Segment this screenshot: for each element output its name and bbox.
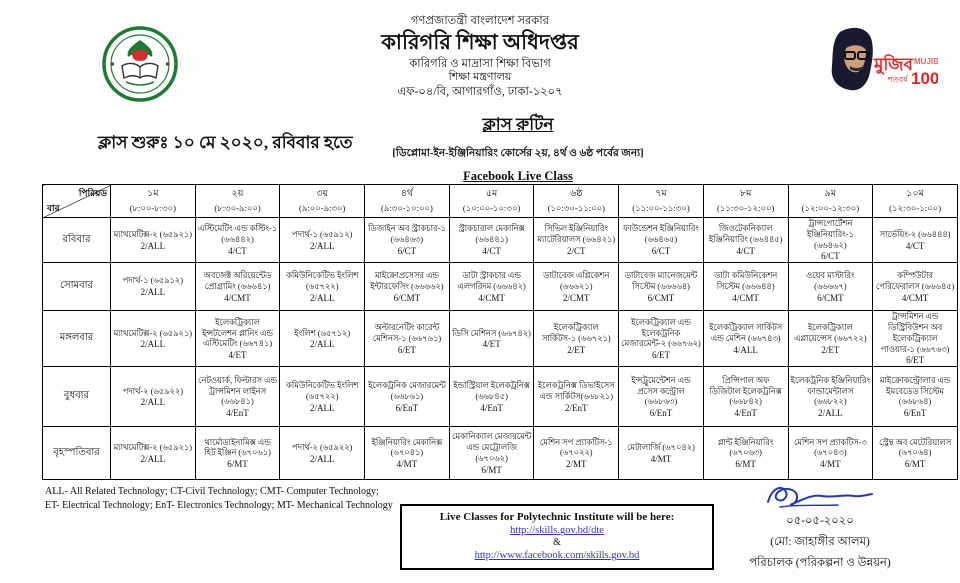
period-time: (৮:৩০-৯:০০) (214, 202, 261, 213)
class-cell (873, 218, 958, 263)
class-cell (111, 311, 196, 367)
period-name: ১০ম (906, 188, 924, 199)
day-row (43, 427, 958, 480)
period-header-cell (195, 185, 280, 218)
semester-group: 6/CT (651, 245, 671, 256)
subject-name: মাইক্রোপ্রসেসর এন্ড ইন্টারফেসিং (৬৬৬৬২) (370, 271, 444, 291)
svg-text:MUJIB: MUJIB (914, 57, 938, 66)
subject-name: ডাটা স্ট্রাকচার এন্ড এলগরিদম (৬৬৬৪২) (457, 271, 526, 291)
class-cell (534, 218, 619, 263)
period-time: (১০:৩০-১১:০০) (547, 202, 605, 213)
semester-group: 4/CMT (224, 292, 251, 303)
semester-group: 2/ALL (818, 408, 843, 419)
svg-text:শতবর্ষ: শতবর্ষ (888, 75, 908, 84)
class-cell (534, 263, 619, 311)
subject-name: পদার্থ-১ (৬৫৯১২) (122, 276, 184, 286)
class-cell (873, 263, 958, 311)
subject-name: ট্রান্সপোর্টেশন ইঞ্জিনিয়ারিং-১ (৬৬৪৬২) (806, 219, 854, 250)
subject-name: ইংলিশ (৬৫৭১২) (294, 328, 351, 338)
semester-group: 2/ALL (309, 339, 335, 350)
semester-group: 6/EnT (395, 402, 419, 413)
day-label: রবিবার (43, 218, 111, 263)
ampersand-separator: & (553, 537, 561, 549)
subject-name: কম্পিউটার পেরিফেরালস (৬৬৬৪৫) (875, 271, 955, 291)
semester-group: 2/CMT (563, 292, 590, 303)
class-cell (619, 263, 704, 311)
subject-name: ডাটাবেজ ম্যানেজমেন্ট সিস্টেম (৬৬৬৬৪) (624, 271, 698, 291)
signature-block (715, 480, 925, 573)
period-name: ৩য় (316, 188, 329, 199)
semester-group: 2/ALL (140, 287, 166, 298)
period-name: ৮ম (739, 188, 752, 199)
class-cell (280, 427, 365, 480)
subject-name: প্রিন্সিপাল অফ ডিজিটাল ইলেকট্রনিক্স (৬৬৮৪২) (709, 375, 782, 407)
class-cell (365, 427, 450, 480)
semester-group: 4/EnT (226, 408, 249, 419)
subject-name: ফাউন্ডেশন ইঞ্জিনিয়ারিং (৬৬৪৬৫) (623, 224, 699, 245)
subject-name: মেটালার্জি (৬৭০৪২) (627, 443, 695, 453)
class-cell (873, 427, 958, 480)
subject-name: সার্ভেয়িং-২ (৬৬৪৪৪) (879, 229, 951, 239)
signature-icon (760, 480, 880, 512)
subject-name: ইঞ্জিনিয়ারিং মেকানিক্স (৬৭০৪১) (371, 437, 443, 458)
class-cell (788, 427, 873, 480)
subject-name: মেকানিক্যাল মেজারমেন্ট এন্ড মেট্রোলজি (৬৭০৬২) (451, 432, 532, 463)
class-cell (788, 263, 873, 311)
day-row (43, 367, 958, 427)
semester-group: 2/ALL (140, 240, 166, 251)
class-cell (873, 367, 958, 427)
class-cell (365, 263, 450, 311)
class-cell (703, 263, 788, 311)
corner-day-label: বার (47, 203, 60, 213)
period-time: (১১:৩০-১২:০০) (716, 202, 775, 213)
skills-portal-link[interactable]: http://skills.gov.bd/dte (510, 525, 604, 537)
day-label: সোমবার (43, 263, 111, 311)
semester-group: 6/CT (821, 251, 840, 262)
subject-name: ডাটাবেজ এপ্লিকেশন (৬৬৬২১) (543, 271, 610, 291)
day-label: বুধবার (43, 367, 111, 427)
subject-name: ইলেকট্রিক্যাল সার্কিটস-১ (৬৬৭২১) (541, 323, 611, 343)
address-line: এফ-০৪/বি, আগারগাঁও, ঢাকা-১২০৭ (397, 85, 563, 98)
subject-name: স্ট্রাকচারাল মেকানিক্স (৬৬৪৪১) (458, 224, 525, 245)
subject-name: জিওটেকনিক্যাল ইঞ্জিনিয়ারিং (৬৬৪৪৫) (708, 224, 783, 245)
ministry-line: শিক্ষা মন্ত্রণালয় (448, 71, 512, 83)
department-line: কারিগরি ও মাদ্রাসা শিক্ষা বিভাগ (409, 57, 551, 70)
period-name: ৪র্থ (400, 188, 414, 199)
class-cell (449, 367, 534, 427)
semester-group: 6/CMT (393, 292, 421, 303)
class-cell (280, 263, 365, 311)
class-cell (619, 311, 704, 367)
semester-group: 4/MT (820, 459, 841, 470)
period-time: (১১:০০-১১:৩০) (632, 202, 690, 213)
period-time: (৮:০০-৮:৩০) (129, 202, 177, 213)
subject-name: ইন্ডাস্ট্রিয়াল ইলেকট্রনিক্স (৬৬৮৪৫) (453, 381, 530, 401)
subject-name: ইলেকট্রিক্যাল এন্ড ইলেকট্রনিক মেজারমেন্ট-২ (৬৬৭৬২) (621, 317, 701, 349)
semester-group: 6/MT (481, 464, 502, 475)
period-header-row (43, 185, 958, 218)
class-cell (873, 311, 958, 367)
organization-name: কারিগরি শিক্ষা অধিদপ্তর (381, 30, 579, 55)
subject-name: পদার্থ-২ (৬৫৯২২) (122, 386, 184, 396)
period-time: (১২:৩০-১:০০) (889, 202, 942, 213)
corner-cell (43, 185, 111, 218)
class-cell (619, 367, 704, 427)
subject-name: ইলেকট্রিক্যাল ইন্সটলেশন প্লানিং এন্ড এস্টিমেটিং (৬৬৭৪১) (202, 317, 273, 349)
subject-name: সিভিল ইঞ্জিনিয়ারিং ম্যাটেরিয়ালস (৬৬৪২১) (537, 224, 616, 245)
class-cell (619, 427, 704, 480)
class-cell (111, 367, 196, 427)
subject-name: থার্মোডাইনামিক্স এন্ড হিট ইঞ্জিন (৬৭০৬১) (204, 437, 271, 458)
semester-group: 2/EnT (565, 402, 588, 413)
subject-name: ডিজাইন অব স্ট্রাকচার-১ (৬৬৪৬৩) (368, 224, 446, 245)
technology-legend (45, 485, 393, 512)
period-header-cell (703, 185, 788, 218)
semester-group: 6/MT (735, 459, 756, 470)
period-name: ৭ম (655, 188, 667, 199)
subject-name: ইন্সট্রুমেন্টেশন এন্ড প্রসেস কন্ট্রোল (৬৬৮৬৩) (631, 375, 691, 407)
semester-group: 4/CT (736, 245, 755, 256)
facebook-page-link[interactable]: http://www.facebook.com/skills.gov.bd (474, 550, 640, 562)
semester-group: 4/EnT (480, 402, 503, 413)
period-header-cell (449, 185, 534, 218)
subject-name: ডাটা কমিউনিকেশন সিস্টেম (৬৬৬৪৪) (714, 271, 778, 291)
course-scope-subtitle: [ডিপ্লোমা-ইন-ইঞ্জিনিয়ারিং কোর্সের ২য়, ৪র্থ ও ৬ষ্ঠ পর্বের জন্য] (392, 148, 644, 159)
page-title: ক্লাস রুটিন (482, 115, 554, 134)
subject-name: ওয়েব মাস্টারিং (৬৬৬৬৭) (806, 271, 855, 291)
class-cell (195, 427, 280, 480)
semester-group: 2/ALL (140, 339, 166, 350)
semester-group: 4/CT (228, 245, 247, 256)
government-line: গণপ্রজাতন্ত্রী বাংলাদেশ সরকার (410, 15, 550, 27)
subject-name: অল্টারনেটিং কারেন্ট মেশিনস-১ (৬৬৭৬১) (372, 323, 442, 343)
class-cell (534, 367, 619, 427)
period-name: ৯ম (824, 188, 837, 199)
class-cell (280, 367, 365, 427)
class-cell (703, 427, 788, 480)
dte-emblem-icon (102, 26, 178, 102)
semester-group: 2/ALL (309, 402, 335, 413)
subject-name: ডিসি মেশিনস (৬৬৭৪২) (452, 328, 531, 338)
routine-table (42, 184, 958, 480)
class-cell (280, 218, 365, 263)
subject-name: পদার্থ-১ (৬৫৯১২) (291, 229, 353, 239)
subject-name: ইলেকট্রিক্যাল সার্কিটস এন্ড মেশিন (৬৬৭৪৩) (709, 323, 783, 343)
day-label: মঙ্গলবার (43, 311, 111, 367)
class-cell (449, 218, 534, 263)
period-name: ২য় (231, 188, 244, 199)
svg-text:100: 100 (911, 69, 938, 88)
period-header-cell (619, 185, 704, 218)
semester-group: 4/ET (228, 350, 247, 361)
semester-group: 4/CMT (478, 292, 505, 303)
class-start-note: ক্লাস শুরুঃ ১০ মে ২০২০, রবিবার হতে (98, 133, 353, 152)
subject-name: ট্রান্সমিশন এন্ড ডিস্ট্রিবিউশন অব ইলেকট্রিক্যাল পাওয়ার-১ (৬৬৭৬৩) (880, 312, 950, 354)
subject-name: ইলেকট্রিক্যাল এপ্লায়েন্সেস (৬৬৭২২) (794, 323, 867, 343)
mujib-portrait-icon (826, 22, 938, 106)
class-cell (111, 218, 196, 263)
legend-line-1: ALL- All Related Technology; CT-Civil Technology; CMT- Computer Technology; (45, 486, 379, 498)
class-cell (195, 311, 280, 367)
signatory-title: পরিচালক (পরিকল্পনা ও উন্নয়ন) (749, 557, 891, 570)
semester-group: 4/EnT (734, 408, 757, 419)
semester-group: 4/CMT (901, 292, 929, 303)
live-classes-box (400, 504, 714, 570)
class-cell (111, 263, 196, 311)
class-cell (619, 218, 704, 263)
class-cell (195, 218, 280, 263)
semester-group: 6/ET (651, 350, 670, 361)
subject-name: ম্যাথমেটিক্স-২ (৬৫৯২১) (113, 443, 193, 453)
semester-group: 2/ALL (140, 397, 166, 408)
class-cell (449, 263, 534, 311)
period-name: ৫ম (485, 188, 498, 199)
title-band (0, 112, 960, 184)
subject-name: পদার্থ-২ (৬৫৯২২) (291, 443, 353, 453)
class-cell (534, 311, 619, 367)
class-cell (195, 263, 280, 311)
day-label: বৃহস্পতিবার (43, 427, 111, 480)
semester-group: 6/ET (397, 344, 416, 355)
period-header-cell (788, 185, 873, 218)
subject-name: কমিউনিকেটিভ ইংলিশ (৬৫৭২২) (286, 271, 359, 291)
class-cell (111, 427, 196, 480)
subject-name: ইলেকট্রনিক মেজারমেন্ট (৬৬৮৬১) (368, 381, 446, 401)
semester-group: 4/ET (482, 339, 501, 350)
subject-name: মেশিন সপ প্র্যাকটিস-১ (৬৭০২২) (539, 437, 613, 458)
period-name: ১ম (147, 188, 159, 199)
period-header-cell (534, 185, 619, 218)
semester-group: 4/CT (905, 240, 925, 251)
semester-group: 4/CMT (732, 292, 759, 303)
class-cell (788, 367, 873, 427)
semester-group: 6/MT (227, 459, 248, 470)
subject-name: ম্যাথমেটিক্স-২ (৬৫৯২১) (113, 328, 193, 338)
class-cell (449, 427, 534, 480)
signature-date: ০৫-০৫-২০২০ (786, 515, 854, 528)
subject-name: কমিউনিকেটিভ ইংলিশ (৬৫৭২২) (286, 381, 359, 401)
dte-emblem-logo (102, 26, 178, 102)
legend-line-2: ET- Electrical Technology; EnT- Electronics Technology; MT- Mechanical Technology (45, 499, 393, 511)
class-cell (703, 367, 788, 427)
semester-group: 2/ALL (309, 240, 335, 251)
period-header-cell (111, 185, 196, 218)
document-footer (0, 480, 960, 583)
class-cell (703, 218, 788, 263)
live-box-title: Live Classes for Polytechnic Institute will be here: (439, 511, 675, 524)
class-cell (449, 311, 534, 367)
class-cell (365, 367, 450, 427)
class-cell (280, 311, 365, 367)
class-cell (788, 218, 873, 263)
org-header-block (270, 14, 690, 99)
semester-group: 6/EnT (903, 408, 927, 419)
subject-name: নেটওয়ার্ক, ফিল্টারস এন্ড ট্রান্সমিশন লাইনস (৬৬৮৪১) (198, 375, 278, 407)
period-name: ৬ষ্ঠ (570, 188, 583, 199)
platform-label: Facebook Live Class (463, 169, 573, 183)
title-stack (308, 112, 728, 184)
subject-name: এস্টিমেটিং এন্ড কস্টিং-১ (৬৬৪৪২) (197, 224, 278, 245)
day-row (43, 218, 958, 263)
class-cell (788, 311, 873, 367)
semester-group: 6/CMT (817, 292, 844, 303)
semester-group: 2/ALL (309, 453, 335, 464)
semester-group: 2/ALL (309, 292, 335, 303)
period-header-cell (365, 185, 450, 218)
subject-name: মাইক্রোকন্ট্রোলার এন্ড ইমবেডেড সিস্টেম (৬৬৮৬৪) (879, 375, 951, 407)
semester-group: 2/MT (566, 459, 587, 470)
period-header-cell (873, 185, 958, 218)
class-cell (365, 311, 450, 367)
semester-group: 6/MT (904, 459, 926, 470)
class-cell (365, 218, 450, 263)
semester-group: 6/EnT (649, 408, 673, 419)
document-header (0, 0, 960, 112)
semester-group: 4/ALL (733, 344, 758, 355)
subject-name: ইলেকট্রনিক ইঞ্জিনিয়ারিং ফান্ডামেন্টালস (৬৬৮২২) (790, 375, 871, 407)
class-cell (534, 427, 619, 480)
semester-group: 2/CT (567, 245, 586, 256)
period-time: (৯:৩০-১০:০০) (380, 202, 433, 213)
semester-group: 4/MT (396, 459, 418, 470)
period-time: (১২:০০-১২:৩০) (801, 202, 860, 213)
period-time: (৯:০০-৯:৩০) (299, 202, 346, 213)
corner-period-label: পিরিয়ড (78, 188, 107, 198)
semester-group: 2/ET (821, 344, 840, 355)
class-cell (195, 367, 280, 427)
semester-group: 2/ET (567, 344, 586, 355)
semester-group: 4/CT (482, 245, 501, 256)
svg-text:মুজিব: মুজিব (874, 55, 913, 74)
semester-group: 6/ET (906, 355, 925, 366)
semester-group: 2/ALL (140, 453, 166, 464)
semester-group: 4/MT (650, 453, 672, 464)
signatory-name: (মো: জাহাঙ্গীর আলম) (770, 536, 870, 549)
subject-name: মেশিন সপ প্র্যাকটিস-৩ (৬৭০৪৩) (793, 437, 867, 458)
subject-name: ম্যাথমেটিক্স-২ (৬৫৯২১) (113, 229, 193, 239)
subject-name: ইলেকট্রনিক্স ডিভাইসেস এন্ড সার্কিটস(৬৬৮২১) (537, 381, 615, 401)
routine-body (43, 218, 958, 480)
mujib-100-logo (826, 22, 938, 106)
subject-name: অবজেক্ট অরিয়েন্টেড প্রোগ্রামিং (৬৬৬৪১) (203, 271, 272, 291)
period-time: (১০:০০-১০:৩০) (462, 202, 521, 213)
subject-name: স্ট্রেন্থ অব মেটেরিয়ালস (৬৭০৬৪) (878, 437, 952, 458)
subject-name: প্লান্ট ইঞ্জিনিয়ারিং (৬৭০৬৩) (717, 437, 774, 458)
period-header-cell (280, 185, 365, 218)
day-row (43, 311, 958, 367)
semester-group: 6/CT (397, 245, 417, 256)
class-cell (703, 311, 788, 367)
semester-group: 6/CMT (647, 292, 675, 303)
day-row (43, 263, 958, 311)
